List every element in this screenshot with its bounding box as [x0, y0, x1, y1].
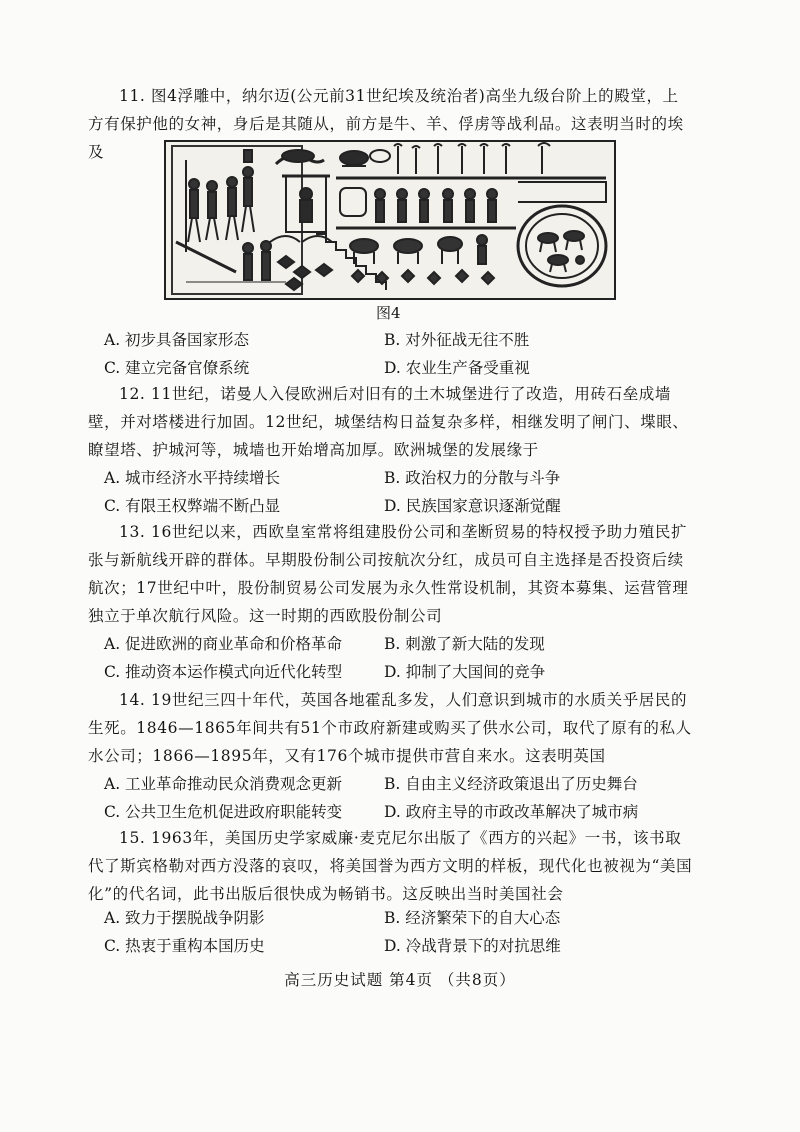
option-b: B. 政治权力的分散与斗争: [384, 469, 561, 487]
option-c: C. 推动资本运作模式向近代化转型: [104, 663, 343, 681]
option-d: D. 抑制了大国间的竞争: [384, 663, 546, 681]
option-b: B. 经济繁荣下的自大心态: [384, 909, 561, 927]
page-footer: 高三历史试题 第4页 （共8页）: [284, 971, 516, 989]
option-a: A. 城市经济水平持续增长: [104, 469, 281, 487]
question-14-options: [104, 770, 684, 826]
option-c: C. 热衷于重构本国历史: [104, 937, 265, 955]
option-d: D. 冷战背景下的对抗思维: [384, 937, 561, 955]
option-a: A. 工业革命推动民众消费观念更新: [104, 775, 343, 793]
option-c: C. 有限王权弊端不断凸显: [104, 497, 281, 515]
option-b: B. 刺激了新大陆的发现: [384, 635, 545, 653]
figure-caption: 图4: [376, 304, 401, 322]
option-a: A. 初步具备国家形态: [104, 331, 250, 349]
relief-carving-illustration: [166, 142, 614, 298]
option-d: D. 民族国家意识逐渐觉醒: [384, 497, 561, 515]
question-15: [88, 824, 693, 908]
option-a: A. 促进欧洲的商业革命和价格革命: [104, 635, 343, 653]
question-13: [88, 518, 693, 630]
question-stem: 15. 1963年，美国历史学家威廉·麦克尼尔出版了《西方的兴起》一书，该书取代了斯宾格勒对西方没落的哀叹，将美国誉为西方文明的样板，现代化也被视为“美国化”的代名词，此书出版后很快成为畅销书。这反映出当时美国社会: [88, 829, 693, 903]
question-12: [88, 380, 693, 464]
option-b: B. 自由主义经济政策退出了历史舞台: [384, 775, 638, 793]
option-d: D. 农业生产备受重视: [384, 359, 530, 377]
question-stem: 13. 16世纪以来，西欧皇室常将组建股份公司和垄断贸易的特权授予助力殖民扩张与新航线开辟的群体。早期股份制公司按航次分红，成员可自主选择是否投资后续航次；17世纪中叶，股份制贸易公司发展为永久性常设机制，其资本募集、运营管理独立于单次航行风险。这一时期的西欧股份制公司: [88, 523, 689, 625]
option-c: C. 公共卫生危机促进政府职能转变: [104, 803, 343, 821]
question-stem: 12. 11世纪，诺曼人入侵欧洲后对旧有的土木城堡进行了改造，用砖石垒成墙壁，并对塔楼进行加固。12世纪，城堡结构日益复杂多样，相继发明了闸门、堞眼、瞭望塔、护城河等，城墙也开始增高加厚。欧洲城堡的发展缘于: [88, 385, 689, 459]
question-13-options: [104, 630, 684, 686]
question-15-options: [104, 904, 684, 960]
question-stem: 11. 图4浮雕中，纳尔迈(公元前31世纪埃及统治者)高坐九级台阶上的殿堂，上方有保护他的女神，身后是其随从，前方是牛、羊、俘虏等战利品。这表明当时的埃及: [88, 87, 684, 161]
figure-relief-image: [164, 140, 616, 300]
question-14: [88, 686, 693, 770]
option-a: A. 致力于摆脱战争阴影: [104, 909, 265, 927]
option-d: D. 政府主导的市政改革解决了城市病: [384, 803, 639, 821]
option-b: B. 对外征战无往不胜: [384, 331, 530, 349]
question-11-options: [104, 326, 684, 382]
question-stem: 14. 19世纪三四十年代，英国各地霍乱多发，人们意识到城市的水质关乎居民的生死。1846—1865年间共有51个市政府新建或购买了供水公司，取代了原有的私人水公司；1866—1895年，又有176个城市提供市营自来水。这表明英国: [88, 691, 692, 765]
option-c: C. 建立完备官僚系统: [104, 359, 250, 377]
question-12-options: [104, 464, 684, 520]
